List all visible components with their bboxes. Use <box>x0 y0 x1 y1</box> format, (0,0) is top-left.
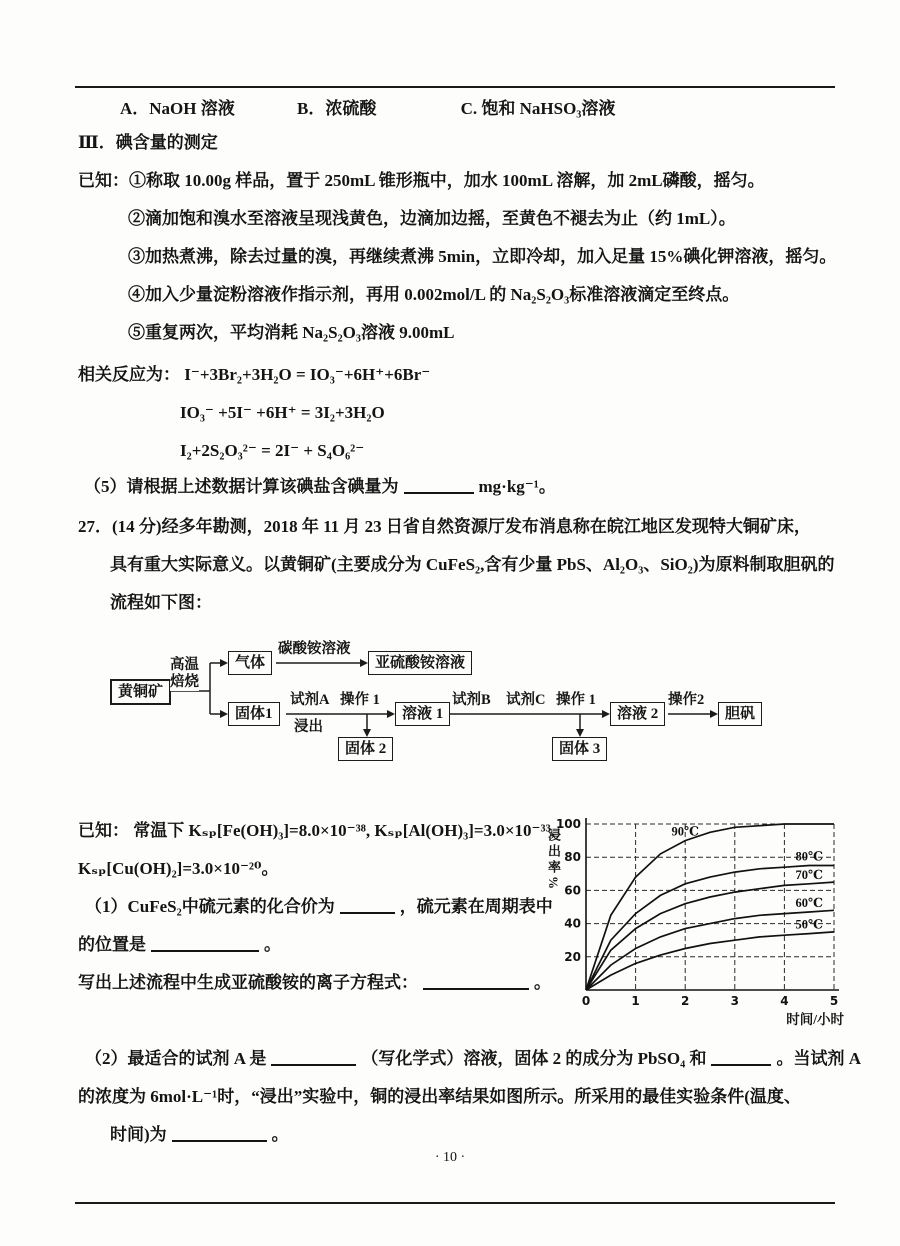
question-1-line-2: 的位置是 。 <box>78 935 281 954</box>
svg-text:4: 4 <box>780 994 789 1008</box>
answer-blank-best-condition <box>172 1127 267 1142</box>
svg-text:100: 100 <box>555 817 581 831</box>
page-rule-top <box>75 86 835 88</box>
flow-box-copper-sulfate: 胆矾 <box>718 702 762 726</box>
question-27-intro <box>78 508 868 622</box>
svg-text:3: 3 <box>730 994 739 1008</box>
flow-box-solid2: 固体 2 <box>338 737 393 761</box>
q27-intro-line-3: 流程如下图： <box>110 593 212 612</box>
question-1-line-1: （1）CuFeS₂中硫元素的化合价为 ，硫元素在周期表中 <box>85 897 553 916</box>
answer-blank-position <box>151 937 259 952</box>
options-line <box>120 90 615 128</box>
answer-blank-iodine-content <box>404 479 474 494</box>
question-5: （5）请根据上述数据计算该碘盐含碘量为 mg·kg⁻¹。 <box>84 477 556 496</box>
answer-blank-valence <box>340 899 395 914</box>
option-a: A．NaOH 溶液 <box>120 99 235 118</box>
svg-text:80: 80 <box>564 850 581 865</box>
process-flowchart <box>100 632 800 772</box>
answer-blank-solid2 <box>711 1051 771 1066</box>
answer-blank-ionic-equation <box>423 975 529 990</box>
flow-box-solution1: 溶液 1 <box>395 702 450 726</box>
reaction-line-1 <box>78 356 858 394</box>
option-c: C. 饱和 NaHSO₃溶液 <box>460 99 616 118</box>
ksp-line-1: 已知： 常温下 Kₛₚ[Fe(OH)₃]=8.0×10⁻³⁸, Kₛₚ[Al(OH)₃]=3.0×10⁻³³, <box>78 821 555 840</box>
q27-intro-line-1: 27．(14 分)经多年勘测，2018 年 11 月 23 日省自然资源厅发布消息称在皖江地区发现特大铜矿床， <box>78 517 811 536</box>
reaction-equation-1: I⁻+3Br₂+3H₂O = IO₃⁻+6H⁺+6Br⁻ <box>184 365 431 384</box>
known-label: 已知： <box>78 171 129 190</box>
flow-label-operation1-first: 操作 1 <box>340 692 380 708</box>
svg-text:60: 60 <box>564 883 581 898</box>
svg-text:80℃: 80℃ <box>795 849 823 864</box>
svg-text:5: 5 <box>829 994 839 1008</box>
option-b: B．浓硫酸 <box>297 99 377 118</box>
known-step-5: ⑤重复两次，平均消耗 Na₂S₂O₃溶液 9.00mL <box>128 323 455 342</box>
svg-text:50℃: 50℃ <box>795 917 823 932</box>
svg-text:0: 0 <box>581 994 591 1008</box>
known-step-4: ④加入少量淀粉溶液作指示剂，再用 0.002mol/L 的 Na₂S₂O₃标准溶液滴定至终点。 <box>128 285 740 304</box>
flow-box-chalcopyrite: 黄铜矿 <box>110 679 171 705</box>
ksp-line-2: Kₛₚ[Cu(OH)₂]=3.0×10⁻²⁰。 <box>78 859 279 878</box>
question-2-line-1: （2）最适合的试剂 A 是 （写化学式）溶液，固体 2 的成分为 PbSO₄ 和 。当试剂 A <box>85 1049 861 1068</box>
flow-box-solution2: 溶液 2 <box>610 702 665 726</box>
flow-label-ammonium-carbonate: 碳酸铵溶液 <box>278 641 351 657</box>
svg-text:60℃: 60℃ <box>795 896 823 910</box>
question-2-line-2: 的浓度为 6mol·L⁻¹时，“浸出”实验中，铜的浸出率结果如图所示。所采用的最佳实验条件(温度、 <box>78 1087 801 1106</box>
flow-box-solid1: 固体1 <box>228 702 280 726</box>
flow-label-reagent-a: 试剂A <box>290 692 330 708</box>
chart-x-axis-label: 时间/小时 <box>786 1012 844 1027</box>
question-1-ionic-line: 写出上述流程中生成亚硫酸铵的离子方程式： 。 <box>78 973 551 992</box>
known-step-3: ③加热煮沸，除去过量的溴，再继续煮沸 5min，立即冷却，加入足量 15%碘化钾溶液，摇匀。 <box>128 247 837 266</box>
flow-label-reagent-c: 试剂C <box>506 692 546 708</box>
question-2-block <box>78 1040 868 1154</box>
flow-label-roasting: 高温 焙烧 <box>170 657 199 690</box>
known-steps <box>78 162 858 352</box>
svg-text:2: 2 <box>681 994 690 1008</box>
svg-text:1: 1 <box>631 994 640 1008</box>
svg-text:20: 20 <box>564 949 581 964</box>
reaction-equation-3: I₂+2S₂O₃²⁻ = 2I⁻ + S₄O₆²⁻ <box>180 441 365 460</box>
reactions-label: 相关反应为： <box>78 365 180 384</box>
svg-text:90℃: 90℃ <box>671 824 699 839</box>
page-number: · 10 · <box>434 1150 466 1165</box>
flow-box-solid3: 固体 3 <box>552 737 607 761</box>
known-step-2: ②滴加饱和溴水至溶液呈现浅黄色，边滴加边摇，至黄色不褪去为止（约 1mL）。 <box>128 209 736 228</box>
svg-text:40: 40 <box>564 916 581 931</box>
svg-text:70℃: 70℃ <box>795 867 823 882</box>
flow-label-reagent-b: 试剂B <box>452 692 491 708</box>
leach-rate-plot <box>542 812 844 1017</box>
flow-box-gas: 气体 <box>228 651 272 675</box>
flow-label-operation2: 操作2 <box>668 692 705 708</box>
page-rule-bottom <box>75 1202 835 1204</box>
leach-rate-chart <box>542 812 850 1030</box>
flow-label-leach: 浸出 <box>294 719 323 735</box>
q27-intro-line-2: 具有重大实际意义。以黄铜矿(主要成分为 CuFeS₂,含有少量 PbS、Al₂O₃、SiO₂)为原料制取胆矾的 <box>110 555 835 574</box>
reaction-equation-2: IO₃⁻ +5I⁻ +6H⁺ = 3I₂+3H₂O <box>180 403 385 422</box>
flow-label-operation1-second: 操作 1 <box>556 692 596 708</box>
answer-blank-reagent-a <box>271 1051 356 1066</box>
known-step-1: 已知：①称取 10.00g 样品，置于 250mL 锥形瓶中，加水 100mL 溶解，加 2mL磷酸，摇匀。 <box>78 171 765 190</box>
question-2-line-3: 时间)为 。 <box>110 1125 289 1144</box>
section3-title: Ⅲ．碘含量的测定 <box>78 133 218 152</box>
chart-y-axis-label: 浸出率% <box>546 828 561 892</box>
reactions-block <box>78 356 858 470</box>
flow-box-ammonium-sulfite: 亚硫酸铵溶液 <box>368 651 472 675</box>
